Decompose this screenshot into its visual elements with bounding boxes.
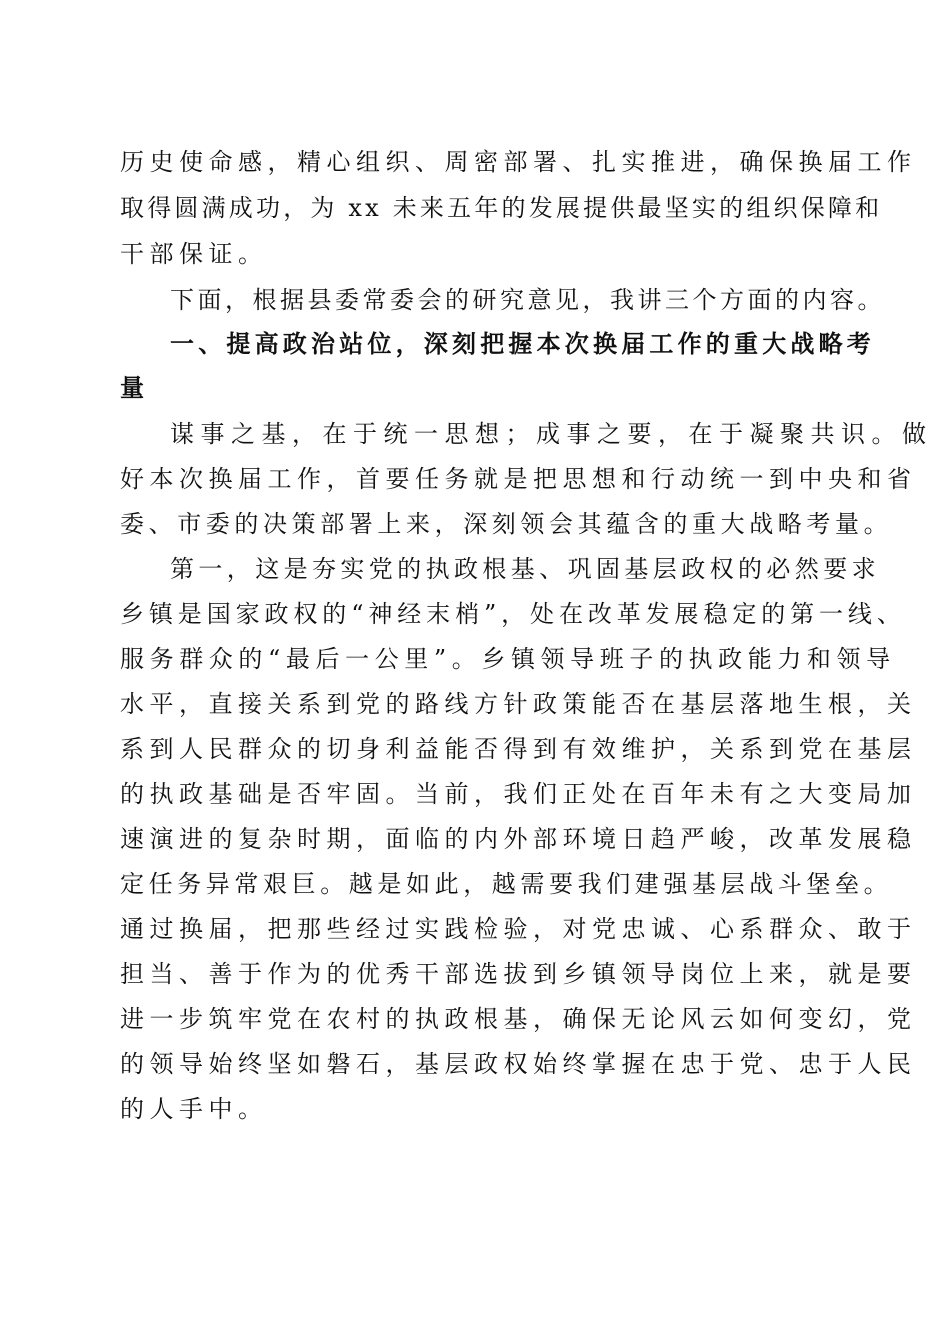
text-line: 的领导始终坚如磐石，基层政权始终掌握在忠于党、忠于人民	[120, 1050, 917, 1078]
text-line: 历史使命感，精心组织、周密部署、扎实推进，确保换届工作	[120, 148, 917, 176]
subsection-heading: 第一，这是夯实党的执政根基、巩固基层政权的必然要求	[170, 555, 880, 583]
text-line: 的执政基础是否牢固。当前，我们正处在百年未有之大变局加	[120, 780, 917, 808]
text-line: 通过换届，把那些经过实践检验，对党忠诚、心系群众、敢于	[120, 915, 917, 943]
text-line: 速演进的复杂时期，面临的内外部环境日趋严峻，改革发展稳	[120, 825, 917, 853]
text-line: 水平，直接关系到党的路线方针政策能否在基层落地生根，关	[120, 690, 917, 718]
text-line: 取得圆满成功，为 xx 未来五年的发展提供最坚实的组织保障和	[120, 194, 883, 222]
text-line: 担当、善于作为的优秀干部选拔到乡镇领导岗位上来，就是要	[120, 960, 917, 988]
text-line: 的人手中。	[120, 1095, 268, 1123]
text-line: 进一步筑牢党在农村的执政根基，确保无论风云如何变幻，党	[120, 1005, 917, 1033]
section-heading-continuation: 量	[120, 374, 144, 402]
text-line: 谋事之基，在于统一思想；成事之要，在于凝聚共识。做	[170, 420, 933, 448]
text-line: 委、市委的决策部署上来，深刻领会其蕴含的重大战略考量。	[120, 510, 893, 538]
text-line: 定任务异常艰巨。越是如此，越需要我们建强基层战斗堡垒。	[120, 870, 893, 898]
text-line: 干部保证。	[120, 240, 268, 268]
text-line: 服务群众的“最后一公里”。乡镇领导班子的执政能力和领导	[120, 645, 896, 673]
text-line: 系到人民群众的切身利益能否得到有效维护，关系到党在基层	[120, 735, 917, 763]
section-heading: 一、提高政治站位，深刻把握本次换届工作的重大战略考	[170, 330, 875, 358]
text-line: 下面，根据县委常委会的研究意见，我讲三个方面的内容。	[170, 286, 885, 314]
text-line: 乡镇是国家政权的“神经末梢”，处在改革发展稳定的第一线、	[120, 600, 906, 628]
text-line: 好本次换届工作，首要任务就是把思想和行动统一到中央和省	[120, 465, 917, 493]
